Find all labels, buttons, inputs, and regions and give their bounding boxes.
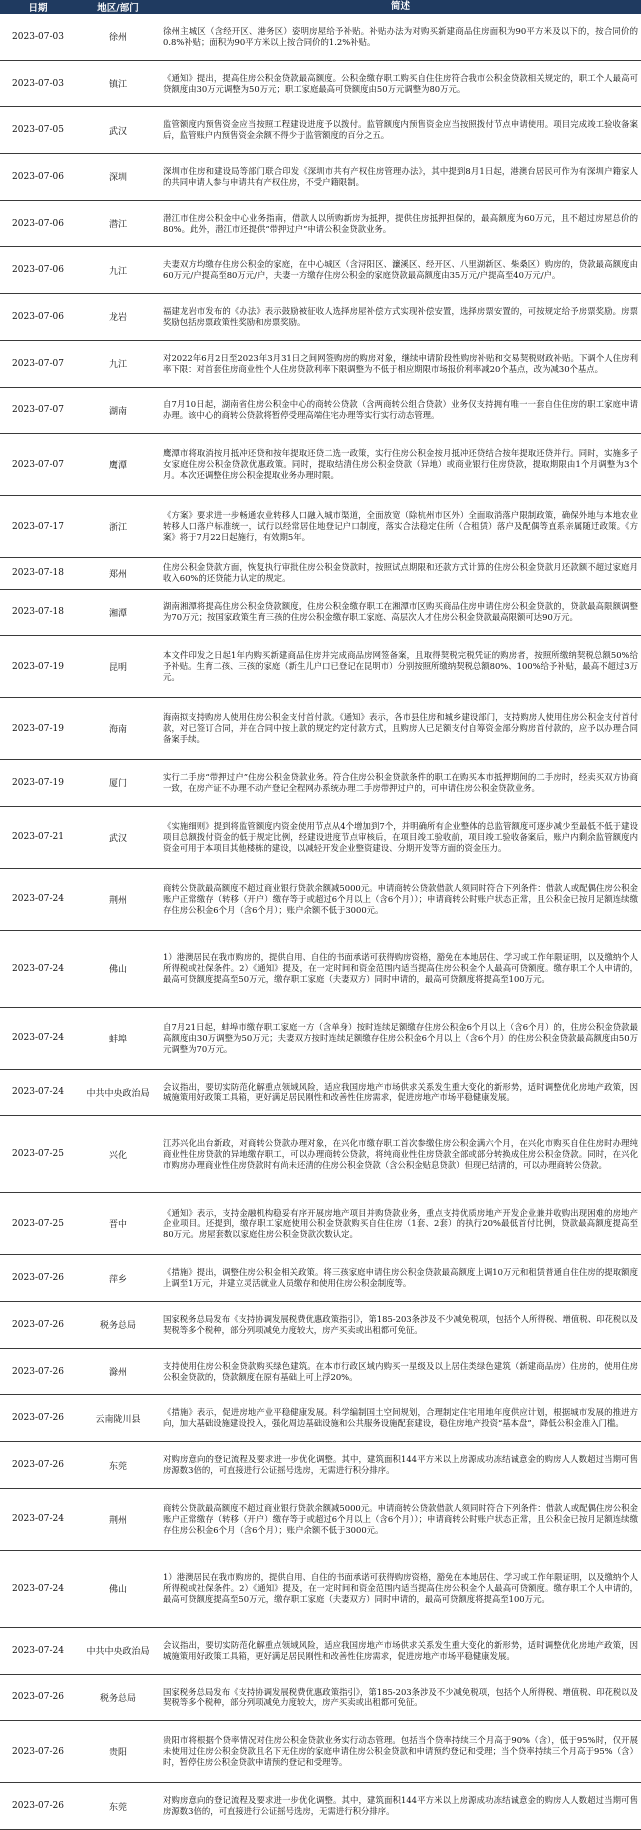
table-row [0, 1721, 641, 1783]
row-region: 萍乡 [108, 1274, 127, 1285]
row-summary: 住房公积金贷款方面，恢复执行审批住房公积金贷款时，按照试点期限和还款方式计算的住房公积金贷款月还款额不超过家庭月收入60%的还贷能力认定的规定。 [163, 562, 638, 584]
row-date: 2023-07-03 [12, 31, 64, 42]
row-date: 2023-07-03 [12, 78, 64, 89]
row-summary: 《措施》提出，调整住房公积金相关政策。将三孩家庭申请住房公积金贷款最高额度上调10万元和租赁普通自住住房的提取额度上调至1万元，并建立灵活就业人员缴存和使用住房公积金制度等。 [163, 1267, 638, 1289]
row-date: 2023-07-25 [12, 1218, 64, 1229]
row-date: 2023-07-24 [12, 894, 64, 905]
row-date: 2023-07-06 [12, 171, 64, 182]
row-summary: 潜江市住房公积金中心业务指南，借款人以所购新房为抵押，提供住房抵押担保的，最高额度为60万元，且不超过房屋总价的80%。此外，潜江市还提供“带押过户”申请公积金贷款业务。 [163, 212, 638, 234]
table-row [0, 931, 641, 1008]
row-region: 佛山 [108, 1585, 127, 1596]
table-header [0, 0, 641, 14]
table-row [0, 496, 641, 558]
row-date: 2023-07-24 [12, 1033, 64, 1044]
table-row [0, 388, 641, 435]
header-summary: 简述 [390, 0, 410, 12]
row-summary: 会议指出，要切实防范化解重点领域风险，适应我国房地产市场供求关系发生重大变化的新形势，适时调整优化房地产政策，因城施策用好政策工具箱，更好满足居民刚性和改善性住房需求，促进房地产市场平稳健康发展。 [163, 1081, 638, 1103]
row-date: 2023-07-24 [12, 1087, 64, 1098]
row-summary: 自7月21日起，蚌埠市缴存职工家庭一方（含单身）按时连续足额缴存住房公积金6个月以上（含6个月）的，住房公积金贷款最高额度由30万调整为50万元；夫妻双方按时连续足额缴存住房公积金6个月以上（含6个月）的住房公积金贷款最高额度由50万元调整为70万元。 [163, 1021, 638, 1054]
row-region: 潜江 [108, 220, 127, 231]
table-row [0, 1675, 641, 1722]
row-summary: 会议指出，要切实防范化解重点领域风险，适应我国房地产市场供求关系发生重大变化的新形势，适时调整优化房地产政策，因城施策用好政策工具箱，更好满足居民刚性和改善性住房需求，促进房地产市场平稳健康发展。 [163, 1639, 638, 1661]
row-summary: 商转公贷款最高额度不超过商业银行贷款余额减5000元。申请商转公贷款借款人须同时符合下列条件：借款人或配偶住房公积金账户正常缴存（转移（开户）缴存等于或超过6个月以上（含6个月））；申请商转公时账户状态正常，且公积金已按月足额连续缴存住房公积金6个月（含6个月）；账户余额不低于3000元。 [163, 882, 638, 915]
row-summary: 鹰潭市将取消按月抵冲还贷和按年提取还贷二选一政策，实行住房公积金按月抵冲还贷结合按年提取还贷并行。同时，实施多子女家庭住房公积金贷款优惠政策。同时，提取结清住房公积金贷款（异地）或商业银行住房贷款，提取期限由1个月调整为3个月。本次还调整住房公积金提取业务办理时限。 [163, 448, 638, 481]
row-date: 2023-07-21 [12, 832, 64, 843]
row-summary: 海南拟支持购房人使用住房公积金支付首付款。《通知》表示，各市县住房和城乡建设部门，支持购房人使用住房公积金支付首付款，对已签订合同，并在合同中按上款的规定约定付款方式，且购房人已足额支付自筹资金部分购房首付款的，应予以办理合同备案手续。 [163, 712, 638, 745]
row-date: 2023-07-26 [12, 1801, 64, 1812]
row-date: 2023-07-26 [12, 1366, 64, 1377]
row-region: 蚌埠 [108, 1034, 127, 1045]
row-summary: 支持使用住房公积金贷款购买绿色建筑。在本市行政区域内购买一星级及以上居住类绿色建筑（新建商品房）住房的，使用住房公积金贷款的，贷款额度在原有基础上可上浮20%。 [163, 1360, 638, 1382]
row-region: 荆州 [108, 895, 127, 906]
row-region: 武汉 [108, 833, 127, 844]
table-row [0, 760, 641, 807]
row-date: 2023-07-26 [12, 1413, 64, 1424]
row-date: 2023-07-26 [12, 1273, 64, 1284]
table-row [0, 107, 641, 154]
row-region: 徐州 [108, 33, 127, 44]
row-region: 九江 [108, 266, 127, 277]
table-row [0, 1349, 641, 1396]
table-row [0, 1628, 641, 1675]
row-summary: 《通知》提出，提高住房公积金贷款最高额度。公积金缴存职工购买自住住房符合我市公积金贷款相关规定的，职工个人最高可贷额度由30万元调整为50万元；职工家庭最高可贷额度由50万元调整为80万元。 [163, 72, 638, 94]
row-region: 湖南 [108, 406, 127, 417]
row-summary: 对购房意向的登记流程及要求进一步优化调整。其中，建筑面积144平方米以上房源成功冻结诚意金的购房人人数超过当期可售房源数3倍的，可直接进行公证摇号选房，无需进行积分排序。 [163, 1454, 638, 1475]
table-body [0, 14, 641, 1830]
header-date: 日期 [28, 3, 48, 14]
row-date: 2023-07-19 [12, 723, 64, 734]
row-summary: 《通知》表示，支持金融机构稳妥有序开展房地产项目并购贷款业务，重点支持优质房地产开发企业兼并收购出现困难的房地产企业项目。还提到，缴存职工家庭使用公积金贷款购买自住住房（1套、2套）的执行20%最低首付比例，贷款最高额度提高至80万元。房屋套数以家庭住房公积金贷款次数认定。 [163, 1207, 638, 1240]
table-row [0, 636, 641, 698]
table-row [0, 1395, 641, 1442]
row-region: 税务总局 [99, 1321, 136, 1332]
row-summary: 1）港澳居民在我市购房的，提供自用、自住的书面承诺可获得购房资格，豁免在本地居住、学习或工作年限证明，以及缴纳个人所得税或社保条件。2）《通知》提及，在一定时间和资金范围内适当提高住房公积金个人最高可贷额度。缴存职工个人申请的，最高可贷额度提高至50万元，缴存职工家庭（夫妻双方）同时申请的，最高可贷额度将提高至100万元。 [163, 1572, 638, 1605]
row-region: 镇江 [108, 80, 127, 91]
row-summary: 1）港澳居民在我市购房的，提供自用、自住的书面承诺可获得购房资格，豁免在本地居住、学习或工作年限证明，以及缴纳个人所得税或社保条件。2）《通知》提及，在一定时间和资金范围内适当提高住房公积金个人最高可贷额度。缴存职工个人申请的，最高可贷额度提高至50万元，缴存职工家庭（夫妻双方）同时申请的，最高可贷额度将提高至100万元。 [163, 952, 638, 985]
row-summary: 《措施》表示，促进房地产业平稳健康发展。科学编制国土空间规划，合理制定住宅用地年度供应计划，根据城市发展的推进方向，加大基础设施建设投入，强化周边基础设施和公共服务设施配套建设，稳住房地产投资“基本盘”，降低公积金准入门槛。 [163, 1407, 638, 1429]
row-summary: 自7月10日起，湖南省住房公积金中心的商转公贷款（含两商转公组合贷款）业务仅支持拥有唯一一套自住住房的职工家庭申请办理。该中心的商转公贷款将暂停受理高端住宅办理等实行实行动态管理。 [163, 399, 638, 421]
row-region: 武汉 [108, 126, 127, 137]
row-summary: 贵阳市将根据个贷率情况对住房公积金贷款业务实行动态管理。包括当个贷率持续三个月高于90%（含），低于95%时，仅开展未使用过住房公积金贷款且名下无住房的家庭申请住房公积金贷款和申请预约登记和受理；当个贷率持续三个月高于95%（含）时，暂停住房公积金贷款申请预约登记和受理等。 [163, 1735, 638, 1768]
row-date: 2023-07-25 [12, 1149, 64, 1160]
row-region: 湘潭 [108, 608, 127, 619]
table-row [0, 698, 641, 760]
table-row [0, 1116, 641, 1193]
row-region: 九江 [108, 360, 127, 371]
row-date: 2023-07-06 [12, 311, 64, 322]
row-date: 2023-07-24 [12, 963, 64, 974]
row-summary: 夫妻双方均缴存住房公积金的家庭，在中心城区（含浔阳区、濂溪区、经开区、八里湖新区、柴桑区）购房的，贷款最高额度由60万元/户提高至80万元/户，夫妻一方缴存住房公积金的家庭贷款最高额度由35万元/户提高至40万元/户。 [163, 259, 638, 281]
row-date: 2023-07-19 [12, 661, 64, 672]
row-region: 滁州 [108, 1368, 127, 1379]
row-date: 2023-07-24 [12, 1583, 64, 1594]
row-date: 2023-07-17 [12, 521, 64, 532]
table-row [0, 807, 641, 869]
row-date: 2023-07-26 [12, 1692, 64, 1703]
row-region: 浙江 [108, 523, 127, 534]
row-summary: 实行二手房“带押过户”住房公积金贷款业务。符合住房公积金贷款条件的职工在购买本市抵押期间的二手房时，经卖买双方协商一致，在房产证不办理不动产登记全程网办系统办理二手房带押过户的，可申请住房公积金贷款业务。 [163, 771, 638, 793]
row-region: 税务总局 [99, 1693, 136, 1704]
row-region: 东莞 [108, 1802, 127, 1813]
row-region: 晋中 [108, 1220, 127, 1231]
table-row [0, 590, 641, 637]
row-summary: 监管额度内预售资金应当按照工程建设进度予以拨付。监管额度内预售资金应当按照拨付节点申请使用。项目完成竣工验收备案后，监管账户内预售资金余额不得少于监管额度的百分之五。 [163, 119, 638, 141]
row-region: 中共中央政治局 [86, 1088, 150, 1099]
row-region: 鹰潭 [108, 461, 127, 472]
row-region: 龙岩 [108, 313, 127, 324]
table-row [0, 247, 641, 294]
row-date: 2023-07-07 [12, 358, 64, 369]
row-region: 深圳 [108, 173, 127, 184]
row-region: 云南陇川县 [95, 1414, 141, 1425]
table-row [0, 869, 641, 931]
row-summary: 商转公贷款最高额度不超过商业银行贷款余额减5000元。申请商转公贷款借款人须同时符合下列条件：借款人或配偶住房公积金账户正常缴存（转移（开户）缴存等于或超过6个月以上（含6个月））；申请商转公时账户状态正常，且公积金已按月足额连续缴存住房公积金6个月（含6个月）；账户余额不低于3000元。 [163, 1502, 638, 1535]
row-date: 2023-07-07 [12, 459, 64, 470]
row-date: 2023-07-05 [12, 125, 64, 136]
row-summary: 本文件印发之日起1年内购买新建商品住房并完成商品房网签备案，且取得契税完税凭证的购房者，按照所缴纳契税总额50%给予补贴。生育二孩、三孩的家庭（新生儿户口已登记在昆明市）分别按照所缴纳契税总额80%、100%给予补贴，最高不超过3万元。 [163, 650, 639, 683]
table-row [0, 294, 641, 341]
row-date: 2023-07-18 [12, 607, 64, 618]
table-row [0, 1008, 641, 1070]
row-date: 2023-07-19 [12, 777, 64, 788]
row-summary: 国家税务总局发布《支持协调发展税费优惠政策指引》，第185-203条涉及不少减免税项，包括个人所得税、增值税、印花税以及契税等多个税种，部分列项减免力度较大，房产买卖或出租都可免征。 [163, 1686, 638, 1708]
table-row [0, 1551, 641, 1628]
table-row [0, 558, 641, 589]
row-summary: 《实施细则》提到将监管额度内资金使用节点从4个增加到7个，并明确所有企业整体的总监管额度可逐步减少至最低不低于建设项目总额拨付资金的低于规定比例，经建设进度节点审核后，在项目竣工验收前，项目竣工验收备案后，账户内剩余监管额度内资金可用于本项目其他楼栋的建设，以减轻开发企业整资建设、分期开发等方面的资金压力。 [163, 820, 638, 853]
row-region: 贵阳 [108, 1748, 127, 1759]
row-date: 2023-07-07 [12, 405, 64, 416]
row-region: 郑州 [108, 569, 127, 580]
row-date: 2023-07-06 [12, 265, 64, 276]
row-date: 2023-07-06 [12, 218, 64, 229]
row-summary: 江苏兴化出台新政，对商转公贷款办理对象，在兴化市缴存职工首次参缴住房公积金满六个月，在兴化市购买自住住房时办理纯商业性住房贷款的异地缴存职工，可以办理商转公贷款，将纯商业性住房贷款全部或部分转换成住房公积金贷款。同时，在兴化市购房办理商业性住房贷款时有尚未还清的住房公积金贷款（含公积金贴息贷款）但现已结清的，可以办理商转公贷款。 [163, 1138, 638, 1170]
table-row [0, 154, 641, 201]
table-row [0, 434, 641, 496]
table-row [0, 1783, 641, 1830]
table-row [0, 61, 641, 108]
table-row [0, 1489, 641, 1551]
row-date: 2023-07-26 [12, 1746, 64, 1757]
header-region: 地区/部门 [97, 3, 139, 14]
row-region: 海南 [108, 725, 127, 736]
table-row [0, 201, 641, 248]
row-summary: 对2022年6月2日至2023年3月31日之间网签购房的购房对象，继续申请阶段性购房补贴和交易契税财政补贴。下调个人住房利率下限：对首套住房商业性个人住房贷款利率下限调整为不低于相应期限市场报价利率减20个基点，改为减30个基点。 [163, 352, 638, 374]
row-region: 佛山 [108, 965, 127, 976]
table-row [0, 1193, 641, 1255]
row-region: 昆明 [108, 663, 127, 674]
table-row [0, 1302, 641, 1349]
row-date: 2023-07-18 [12, 568, 64, 579]
table-row [0, 1255, 641, 1302]
table-row [0, 14, 641, 61]
table-row [0, 341, 641, 388]
row-region: 兴化 [108, 1150, 127, 1161]
row-summary: 福建龙岩市发布的《办法》表示鼓励被征收人选择房屋补偿方式实现补偿安置，选择房票安置的，可按规定给予房票奖励。房票奖励包括房票政策性奖励和房票奖励。 [163, 306, 638, 327]
table-row [0, 1070, 641, 1117]
row-region: 东莞 [108, 1461, 127, 1472]
row-summary: 湖南湘潭将提高住房公积金贷款额度，住房公积金缴存职工在湘潭市区购买商品住房申请住房公积金贷款的，贷款最高限额调整为70万元；按国家政策生育三孩的住房公积金缴存职工家庭、高层次人才住房公积金贷款最高限额可达90万元。 [163, 601, 638, 623]
row-region: 荆州 [108, 1515, 127, 1526]
row-summary: 深圳市住房和建设局等部门联合印发《深圳市共有产权住房管理办法》，其中提到8月1日起，港澳台居民可作为有深圳户籍家人的共同申请人参与申请共有产权住房，不受户籍限制。 [163, 165, 638, 187]
row-summary: 徐州主城区（含经开区、港务区）姿明房屋给予补贴。补贴办法为对购买新建商品住房面积为90平方米及以下的，按合同价的0.8%补贴；面积为90平方米以上按合同价的1.2%补贴。 [163, 25, 638, 47]
row-region: 中共中央政治局 [86, 1647, 150, 1658]
row-date: 2023-07-26 [12, 1460, 64, 1470]
row-summary: 《方案》要求进一步畅通农业转移人口融入城市渠道，全面放宽（除杭州市区外）全面取消落户限制政策，确保外地与本地农业转移人口落户标准统一，试行以经常居住地登记户口制度，落实合法稳定住所（合租赁）落户及配偶等直系亲属随迁政策。《方案》将于7月22日起施行，有效期5年。 [163, 510, 638, 543]
row-date: 2023-07-24 [12, 1514, 64, 1525]
row-date: 2023-07-24 [12, 1645, 64, 1656]
table-row [0, 1442, 641, 1489]
row-summary: 对购房意向的登记流程及要求进一步优化调整。其中，建筑面积144平方米以上房源成功冻结诚意金的购房人人数超过当期可售房源数3倍的，可直接进行公证摇号选房，无需进行积分排序。 [163, 1795, 638, 1817]
row-summary: 国家税务总局发布《支持协调发展税费优惠政策指引》，第185-203条涉及不少减免税项，包括个人所得税、增值税、印花税以及契税等多个税种，部分列项减免力度较大，房产买卖或出租都可免征。 [163, 1314, 638, 1335]
row-date: 2023-07-26 [12, 1319, 64, 1330]
row-region: 厦门 [108, 779, 127, 790]
